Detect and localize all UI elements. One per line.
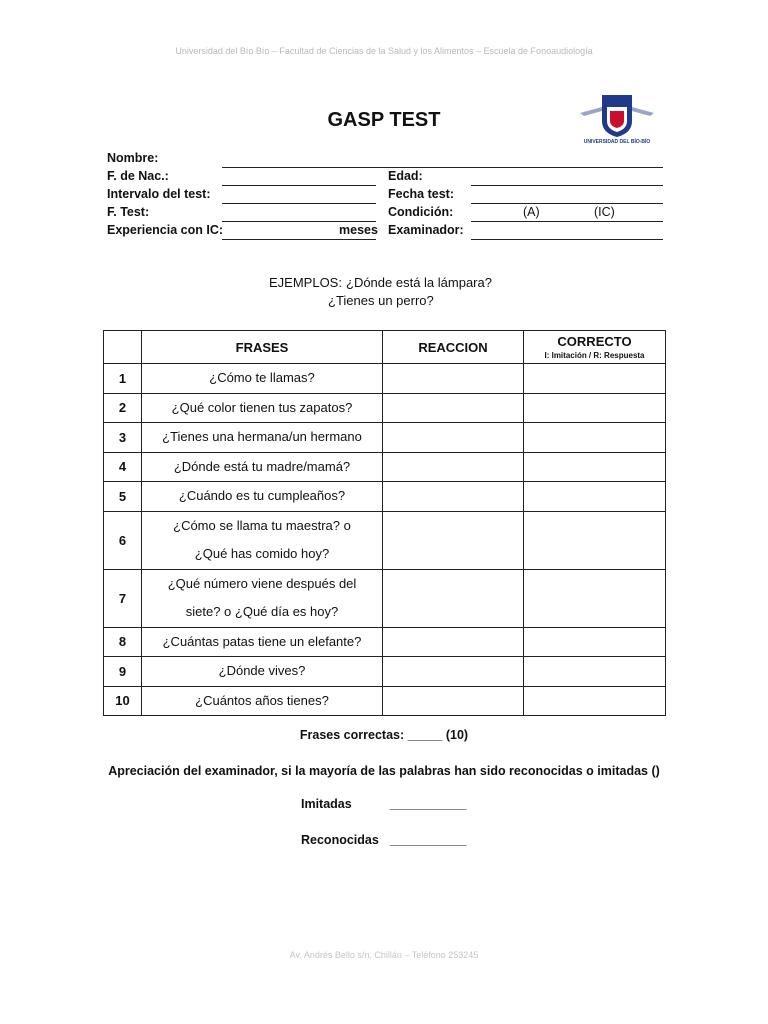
page-title: GASP TEST bbox=[327, 109, 441, 131]
examinador-label: Examinador: bbox=[388, 223, 464, 237]
row-phrase: ¿Qué color tienen tus zapatos? bbox=[142, 393, 383, 423]
row-number: 5 bbox=[104, 482, 142, 512]
phrases-table bbox=[103, 330, 666, 716]
number-header bbox=[104, 331, 142, 364]
footer-address: Av. Andrés Bello s/n, Chillán – Teléfono 253245 bbox=[289, 950, 479, 960]
reaccion-cell[interactable] bbox=[383, 393, 524, 423]
row-phrase bbox=[142, 511, 383, 569]
row-phrase-line-1: ¿Cómo se llama tu maestra? o bbox=[173, 517, 351, 533]
intervalo-label: Intervalo del test: bbox=[107, 187, 211, 201]
example-line-1: ¿Dónde está la lámpara? bbox=[346, 275, 492, 290]
row-phrase-line-2: siete? o ¿Qué día es hoy? bbox=[185, 604, 339, 619]
reaccion-cell[interactable] bbox=[383, 511, 524, 569]
table-row bbox=[104, 657, 666, 687]
correcto-cell[interactable] bbox=[524, 393, 666, 423]
condicion-field bbox=[471, 221, 663, 222]
correcto-subtitle: I: Imitación / R: Respuesta bbox=[544, 351, 645, 360]
imitadas-field[interactable]: ___________ bbox=[390, 797, 467, 811]
row-number: 8 bbox=[104, 627, 142, 657]
correcto-header bbox=[524, 331, 666, 364]
reconocidas-field[interactable]: ___________ bbox=[390, 833, 467, 847]
row-phrase: ¿Cuántos años tienes? bbox=[142, 686, 383, 716]
example-line-2: ¿Tienes un perro? bbox=[328, 293, 434, 308]
correcto-cell[interactable] bbox=[524, 482, 666, 512]
ftest-label: F. Test: bbox=[107, 205, 150, 219]
edad-field[interactable] bbox=[471, 185, 663, 186]
row-number: 3 bbox=[104, 423, 142, 453]
reaccion-cell[interactable] bbox=[383, 657, 524, 687]
correcto-cell[interactable] bbox=[524, 627, 666, 657]
frases-header: FRASES bbox=[142, 331, 383, 364]
fnac-field[interactable] bbox=[222, 185, 376, 186]
correcto-cell[interactable] bbox=[524, 511, 666, 569]
row-phrase-line-2: ¿Qué has comido hoy? bbox=[194, 546, 330, 561]
row-number: 1 bbox=[104, 364, 142, 394]
table-row bbox=[104, 423, 666, 453]
reaccion-header: REACCION bbox=[383, 331, 524, 364]
university-logo bbox=[574, 93, 660, 159]
table-header-row bbox=[104, 331, 666, 364]
reconocidas-label: Reconocidas bbox=[301, 833, 379, 847]
row-phrase: ¿Dónde vives? bbox=[142, 657, 383, 687]
row-phrase: ¿Dónde está tu madre/mamá? bbox=[142, 452, 383, 482]
row-number: 7 bbox=[104, 569, 142, 627]
experiencia-label: Experiencia con IC: bbox=[107, 223, 224, 237]
nombre-label: Nombre: bbox=[107, 151, 159, 165]
logo-text: UNIVERSIDAD DEL BÍO-BÍO bbox=[583, 139, 651, 145]
table-row bbox=[104, 627, 666, 657]
examinador-field[interactable] bbox=[471, 239, 663, 240]
reaccion-cell[interactable] bbox=[383, 452, 524, 482]
reaccion-cell[interactable] bbox=[383, 423, 524, 453]
condicion-label: Condición: bbox=[388, 205, 454, 219]
condicion-a-option[interactable]: (A) bbox=[523, 205, 540, 219]
reaccion-cell[interactable] bbox=[383, 569, 524, 627]
row-number: 6 bbox=[104, 511, 142, 569]
reaccion-cell[interactable] bbox=[383, 482, 524, 512]
table-row bbox=[104, 686, 666, 716]
reaccion-cell[interactable] bbox=[383, 686, 524, 716]
reaccion-cell[interactable] bbox=[383, 364, 524, 394]
frases-correctas: Frases correctas: _____ (10) bbox=[299, 728, 469, 742]
correcto-cell[interactable] bbox=[524, 423, 666, 453]
university-crest-icon bbox=[574, 93, 660, 139]
fnac-label: F. de Nac.: bbox=[107, 169, 169, 183]
reaccion-cell[interactable] bbox=[383, 627, 524, 657]
correcto-cell[interactable] bbox=[524, 569, 666, 627]
edad-label: Edad: bbox=[388, 169, 423, 183]
fecha-test-field[interactable] bbox=[471, 203, 663, 204]
row-number: 4 bbox=[104, 452, 142, 482]
correcto-cell[interactable] bbox=[524, 686, 666, 716]
institution-header: Universidad del Bío Bío – Facultad de Ciencias de la Salud y los Alimentos – Escuela de Fonoaudiología bbox=[175, 46, 593, 56]
row-phrase: ¿Cómo te llamas? bbox=[142, 364, 383, 394]
table-row bbox=[104, 569, 666, 627]
correcto-title: CORRECTO bbox=[557, 334, 632, 349]
table-row bbox=[104, 364, 666, 394]
correcto-cell[interactable] bbox=[524, 364, 666, 394]
table-row bbox=[104, 393, 666, 423]
correcto-cell[interactable] bbox=[524, 657, 666, 687]
intervalo-field[interactable] bbox=[222, 203, 376, 204]
row-phrase-line-1: ¿Qué número viene después del bbox=[167, 575, 357, 591]
fecha-test-label: Fecha test: bbox=[388, 187, 454, 201]
nombre-field[interactable] bbox=[222, 167, 663, 168]
table-row bbox=[104, 482, 666, 512]
experiencia-field[interactable] bbox=[222, 239, 376, 240]
correcto-cell[interactable] bbox=[524, 452, 666, 482]
table-row bbox=[104, 452, 666, 482]
condicion-ic-option[interactable]: (IC) bbox=[594, 205, 615, 219]
row-number: 10 bbox=[104, 686, 142, 716]
row-phrase: ¿Tienes una hermana/un hermano bbox=[142, 423, 383, 453]
apreciacion-examinador: Apreciación del examinador, si la mayoría de las palabras han sido reconocidas o imitadas () bbox=[108, 764, 660, 778]
meses-unit: meses bbox=[339, 223, 378, 237]
examples-label: EJEMPLOS: bbox=[269, 275, 342, 290]
row-number: 2 bbox=[104, 393, 142, 423]
imitadas-label: Imitadas bbox=[301, 797, 352, 811]
row-number: 9 bbox=[104, 657, 142, 687]
row-phrase: ¿Cuántas patas tiene un elefante? bbox=[142, 627, 383, 657]
row-phrase: ¿Cuándo es tu cumpleaños? bbox=[142, 482, 383, 512]
row-phrase bbox=[142, 569, 383, 627]
ftest-field[interactable] bbox=[222, 221, 376, 222]
table-row bbox=[104, 511, 666, 569]
